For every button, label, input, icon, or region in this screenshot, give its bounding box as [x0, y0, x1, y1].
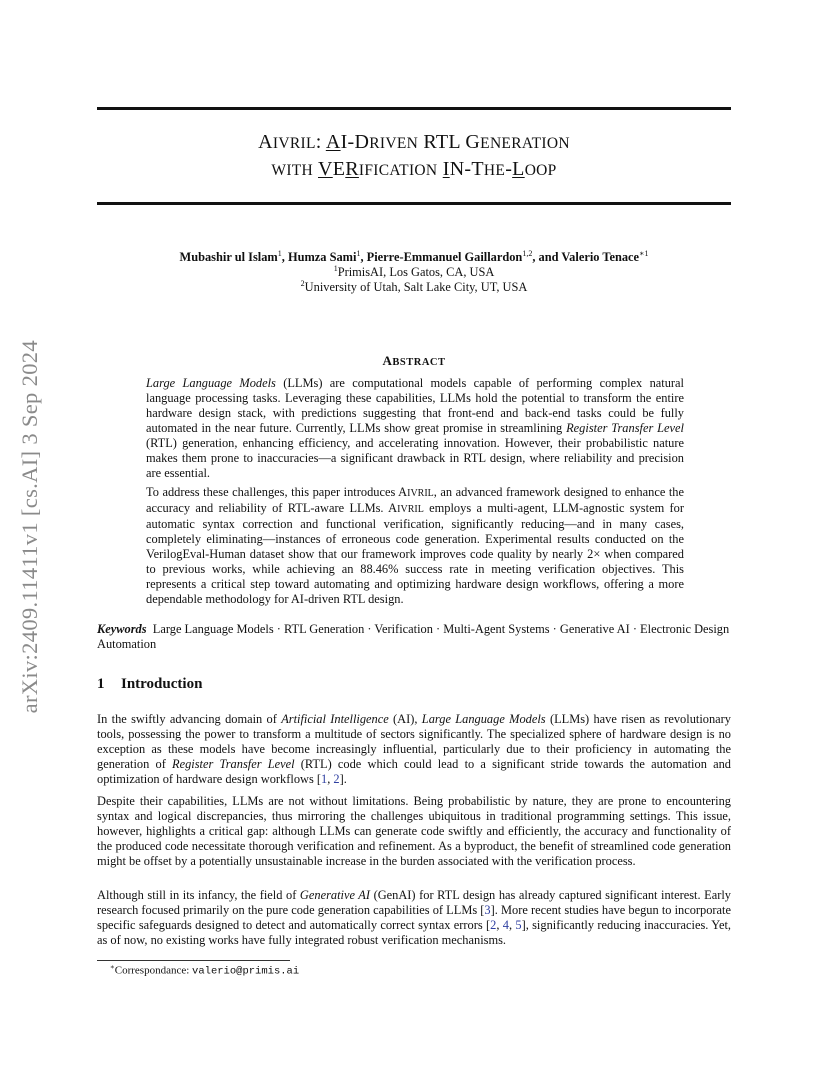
citation-link[interactable]: 2 — [333, 772, 340, 786]
title-bottom-rule — [97, 202, 731, 205]
intro-paragraph-1: In the swiftly advancing domain of Artificial Intelligence (AI), Large Language Models (LLMs) have risen as revolutionary tools, possessing the power to transform a multitude of sectors significantly. The specialized sphere of hardware design is no exception as these models have become increasingly influential, particularly due to their proficiency in automating the generation of Register Transfer Level (RTL) code which could lead to a significant stride towards the automation and optimization of hardware design workflows [1, 2]. — [97, 712, 731, 786]
author-name: Valerio Tenace — [561, 250, 640, 265]
footnote-label: Correspondance: — [114, 964, 190, 977]
footnote-rule — [97, 960, 290, 961]
paper-title-line-1: AIVRIL: AI-DRIVEN RTL GENERATION — [258, 131, 570, 153]
intro-paragraph-2: Despite their capabilities, LLMs are not without limitations. Being probabilistic by nature, they are prone to encountering syntax and logical discrepancies, thus mirroring the challenges ubiquitous in traditional programming settings. This issue, however, highlights a critical gap: although LLMs can generate code swiftly and efficiently, the accuracy and functionality of the produced code necessitate thorough verification and refinement. As a byproduct, the benefit of streamlined code generation might be offset by a potentially unsustainable increase in the burden associated with the verification process. — [97, 794, 731, 868]
citation-link[interactable]: 3 — [484, 903, 491, 917]
citation-link[interactable]: 4 — [502, 918, 509, 932]
affil-mark: 1 — [333, 264, 338, 273]
affiliation — [97, 279, 731, 295]
abstract-heading: ABSTRACT — [382, 353, 446, 368]
title-top-rule — [97, 107, 731, 110]
paper-title-line-2: WITH VERIFICATION IN-THE-LOOP — [271, 158, 557, 180]
arxiv-sidebar-identifier — [15, 299, 45, 754]
citation-link[interactable]: 1 — [321, 772, 328, 786]
section-number: 1 — [97, 676, 105, 692]
keywords-line — [97, 622, 731, 652]
abstract-paragraph-1: Large Language Models (LLMs) are computational models capable of performing complex natural language processing tasks. Leveraging these capabilities, LLMs hold the potential to transform the entire hardware design stack, with predictions suggesting that front-end and back-end tasks could be fully automated in the near future. Currently, LLMs show great promise in streamlining Register Transfer Level (RTL) generation, enhancing efficiency, and accelerating innovation. However, their probabilistic nature makes them prone to inaccuracies—a significant drawback in RTL design, where reliability and precision are essential. — [146, 376, 684, 480]
footnote-marker: ∗ — [110, 963, 115, 971]
keywords-text: Large Language Models · RTL Generation · Verification · Multi-Agent Systems · Generative AI · Electronic Design Automation — [97, 622, 730, 651]
author-list: Mubashir ul Islam$^1$, Humza Sami$^1$, Pierre-Emmanuel Gaillardon$^{1,2}$, and Valerio Tenace$^{∗1}$ — [179, 249, 649, 265]
author-affil-mark: 1 — [356, 249, 361, 258]
arxiv-id-text: arXiv:2409.11411v1 [cs.AI] 3 Sep 2024 — [17, 339, 42, 714]
author-affil-mark: 1,2 — [522, 249, 533, 258]
citation-link[interactable]: 2 — [490, 918, 497, 932]
footnote — [110, 963, 299, 978]
author-affil-mark: 1 — [277, 249, 282, 258]
footnote-email[interactable]: valerio@primis.ai — [192, 965, 300, 978]
author-name: Humza Sami — [287, 250, 357, 265]
section-heading-introduction — [97, 676, 202, 693]
author-affil-mark: ∗1 — [639, 249, 649, 258]
citation-link[interactable]: 5 — [515, 918, 522, 932]
affil-mark: 2 — [300, 279, 305, 288]
author-name: Mubashir ul Islam — [179, 250, 278, 265]
abstract-paragraph-2: To address these challenges, this paper introduces AIVRIL, an advanced framework designed to enhance the accuracy and reliability of RTL-aware LLMs. AIVRIL employs a multi-agent, LLM-agnostic system for automatic syntax correction and functional verification, significantly reducing—and in many cases, completely eliminating—instances of erroneous code generation. Experimental results conducted on the VerilogEval-Human dataset show that our framework improves code quality by nearly 2× when compared to previous works, while achieving an 88.46% success rate in meeting verification objectives. This represents a critical step toward automating and optimizing hardware design workflows, offering a more dependable methodology for AI-driven RTL design. — [146, 485, 685, 606]
affiliation — [97, 264, 731, 280]
author-name: Pierre-Emmanuel Gaillardon — [366, 250, 523, 265]
section-title-text: Introduction — [121, 676, 203, 692]
affiliation-text: PrimisAI, Los Gatos, CA, USA — [337, 265, 495, 280]
keywords-label: Keywords — [97, 622, 147, 636]
intro-paragraph-3: Although still in its infancy, the field of Generative AI (GenAI) for RTL design has already captured significant interest. Early research focused primarily on the pure code generation capabilities of LLMs [3]. More recent studies have begun to incorporate specific safeguards designed to detect and automatically correct syntax errors [2, 4, 5], significantly reducing inaccuracies. Yet, as of now, no existing works have fully integrated robust verification mechanisms. — [97, 888, 732, 947]
affiliation-text: University of Utah, Salt Lake City, UT, USA — [304, 280, 528, 295]
